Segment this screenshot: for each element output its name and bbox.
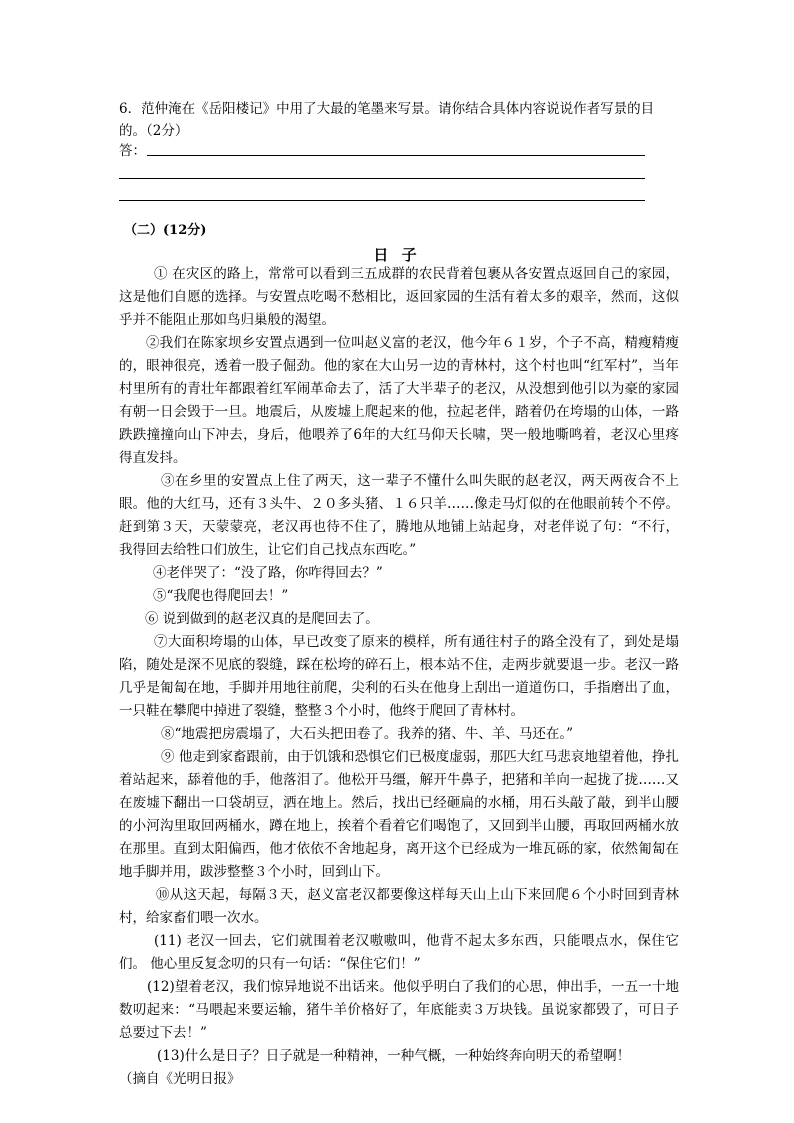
article-source: （摘自《光明日报》 bbox=[119, 1071, 241, 1087]
paragraph-10: ⑩从这天起，每隔３天，赵义富老汉都要像这样每天山上山下来回爬６个小时回到青林村，给家畜们喂一次水。 bbox=[119, 887, 679, 926]
paragraph-9: ⑨ 他走到家畜跟前，由于饥饿和恐惧它们已极度虚弱，那匹大红马悲哀地望着他，挣扎着站起来，舔着他的手，他落泪了。他松开马缰，解开牛鼻子，把猪和羊向一起拢了拢……又在废墟下翻出一口袋胡豆，洒在地上。然后，找出已经砸扁的水桶，用石头敲了敲，到半山腰的小河沟里取回两桶水，蹲在地上，挨着个看着它们喝饱了，又回到半山腰，再取回两桶水放在那里。直到太阳偏西，他才依依不舍地起身，离开这个已经成为一堆瓦砾的家，依然匍匐在地手脚并用，跋涉整整３个小时，回到山下。 bbox=[119, 749, 679, 880]
paragraph-5: ⑤“我爬也得爬回去！” bbox=[153, 588, 289, 604]
answer-line-2[interactable] bbox=[119, 178, 645, 179]
paragraph-6: ⑥ 说到做到的赵老汉真的是爬回去了。 bbox=[145, 611, 379, 627]
paragraph-8: ⑧“地震把房震塌了，大石头把田卷了。我养的猪、牛、羊、马还在。” bbox=[161, 726, 574, 742]
section-heading: （二）(12分) bbox=[124, 223, 207, 238]
paragraph-2: ②我们在陈家坝乡安置点遇到一位叫赵义富的老汉，他今年６１岁，个子不高，精瘦精瘦的，眼神很亮，透着一股子倔劲。他的家在大山另一边的青林村，这个村也叫“红军村”，当年村里所有的青壮年都跟着红军闹革命去了，活了大半辈子的老汉，从没想到他引以为豪的家园有朝一日会毁于一旦。地震后，从废墟上爬起来的他，拉起老伴，踏着仍在垮塌的山体，一路跌跌撞撞向山下冲去，身后，他喂养了6年的大红马仰天长啸，哭一般地嘶鸣着，老汉心里疼得直发抖。 bbox=[119, 335, 679, 466]
paragraph-4: ④老伴哭了：“没了路，你咋得回去？” bbox=[153, 565, 383, 581]
question-6: 6．范仲淹在《岳阳楼记》中用了大最的笔墨来写景。请你结合具体内容说说作者写景的目的。（2分） bbox=[119, 101, 655, 139]
article-title: 日 子 bbox=[373, 246, 421, 264]
paragraph-7: ⑦大面积垮塌的山体，早已改变了原来的模样，所有通往村子的路全没有了，到处是塌陷，随处是深不见底的裂缝，踩在松垮的碎石上，根本站不住，走两步就要退一步。老汉一路几乎是匍匐在地，手脚并用地往前爬，尖利的石头在他身上刮出一道道伤口，手指磨出了血，一只鞋在攀爬中掉进了裂缝，整整３个小时，他终于爬回了青林村。 bbox=[119, 634, 679, 719]
paragraph-3: ③在乡里的安置点上住了两天，这一辈子不懂什么叫失眠的赵老汉，两天两夜合不上眼。他的大红马，还有３头牛、２０多头猪、１６只羊……像走马灯似的在他眼前转个不停。 赶到第３天，天蒙蒙亮，老汉再也待不住了，腾地从地铺上站起身，对老伴说了句：“不行，我得回去给牲口们放生，让它们自己找点东西吃。” bbox=[119, 473, 679, 558]
paragraph-11: (11) 老汉一回去，它们就围着老汉嗷嗷叫，他背不起太多东西，只能喂点水，保住它们。 他心里反复念叨的只有一句话：“保住它们！” bbox=[119, 933, 679, 972]
paragraph-13: (13)什么是日子？日子就是一种精神，一种气概，一种始终奔向明天的希望啊！ bbox=[157, 1048, 631, 1064]
paragraph-12: (12)望着老汉，我们惊异地说不出话来。他似乎明白了我们的心思，伸出手，一五一十地数叨起来：“马喂起来要运输，猪牛羊价格好了，年底能卖３万块钱。虽说家都毁了，可日子总要过下去！” bbox=[119, 979, 679, 1041]
answer-line-3[interactable] bbox=[119, 200, 645, 201]
paragraph-1: ① 在灾区的路上，常常可以看到三五成群的农民背着包裹从各安置点返回自己的家园，这是他们自愿的选择。与安置点吃喝不愁相比，返回家园的生活有着太多的艰辛，然而，这似乎并不能阻止那如鸟归巢般的渴望。 bbox=[119, 266, 679, 328]
answer-line-1[interactable] bbox=[147, 155, 645, 156]
article-body bbox=[119, 263, 679, 1091]
answer-label: 答： bbox=[119, 143, 146, 159]
